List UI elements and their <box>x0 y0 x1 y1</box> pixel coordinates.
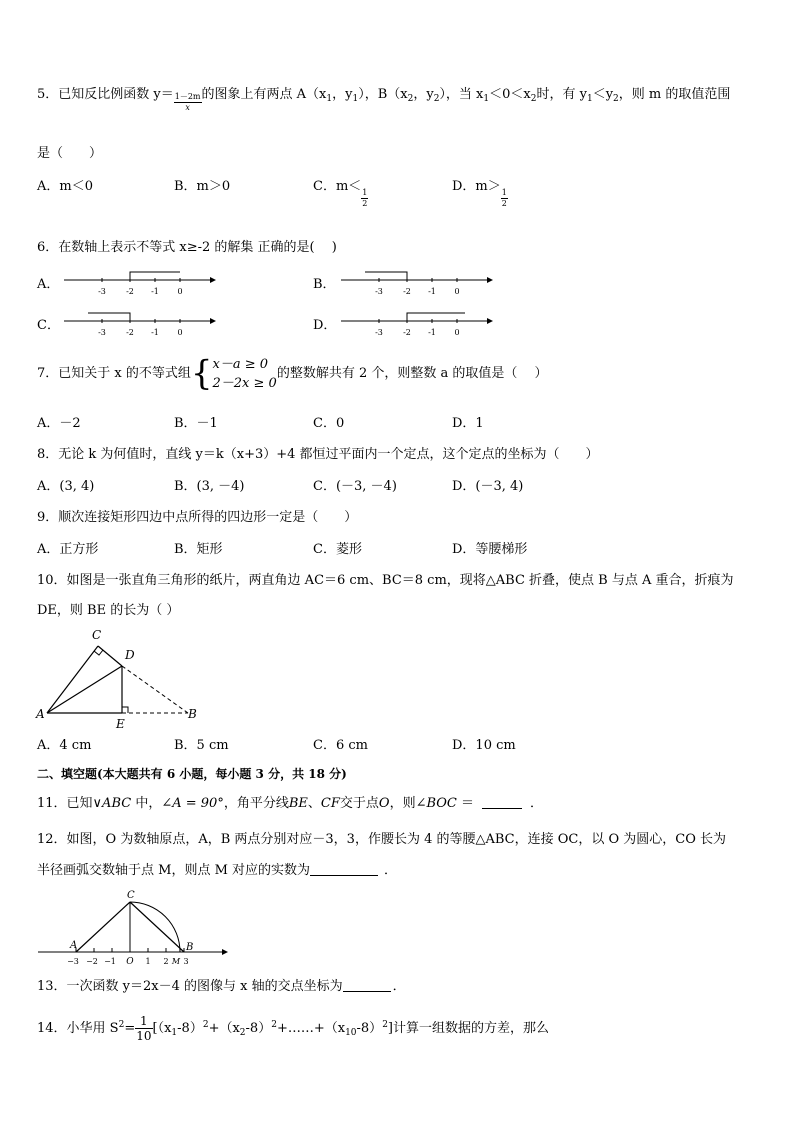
q12-answer-blank[interactable] <box>310 875 378 876</box>
q13-answer-blank[interactable] <box>343 991 391 992</box>
q6-d-tick-label: -2 <box>403 328 411 337</box>
q12-tick-label: −1 <box>104 957 116 966</box>
q6-option-b-label: B． <box>313 277 336 292</box>
q5-option-c-fraction: $\frac{1}{2}$ <box>362 188 368 208</box>
q11-answer-blank[interactable] <box>482 808 522 809</box>
q7-option-a: A．－2 <box>37 416 81 431</box>
q10-label-e: E <box>116 717 125 731</box>
q10-triangle-figure <box>30 622 210 734</box>
q7-option-b: B．－1 <box>174 416 218 431</box>
q5-option-b: B．m＞0 <box>174 179 231 194</box>
q6-a-tick-label: -2 <box>126 287 134 296</box>
q6-a-tick-label: -1 <box>151 287 159 296</box>
q12-stem: 12．如图，O 为数轴原点，A，B 两点分别对应－3，3，作腰长为 4 的等腰△ABC，连接 OC，以 O 为圆心，CO 长为 <box>37 832 727 847</box>
q6-b-tick-label: -2 <box>403 287 411 296</box>
q12-tick-label: 2 <box>163 957 169 966</box>
q6-number-line-b <box>337 268 497 298</box>
q12-stem-line2: 半径画弧交数轴于点 M，则点 M 对应的实数为 ． <box>37 863 398 878</box>
q10-stem: 10．如图是一张直角三角形的纸片，两直角边 AC＝6 cm、BC＝8 cm，现将△ABC 折叠，使点 B 与点 A 重合，折痕为 <box>37 573 734 588</box>
q6-d-tick-label: 0 <box>454 328 460 337</box>
q12-label-c: C <box>127 890 135 901</box>
q5-option-d-fraction: $\frac{1}{2}$ <box>501 188 507 208</box>
q6-a-tick-label: 0 <box>177 287 183 296</box>
q6-b-tick-label: 0 <box>454 287 460 296</box>
q12-number-line-figure <box>30 886 235 970</box>
q8-stem: 8．无论 k 为何值时，直线 y＝k（x+3）+4 都恒过平面内一个定点，这个定点的坐标为（ ） <box>37 447 599 462</box>
q6-c-tick-label: 0 <box>177 328 183 337</box>
q7-brace: { <box>190 353 213 394</box>
q8-option-d: D．(－3, 4) <box>452 479 524 494</box>
q9-option-a: A．正方形 <box>37 542 99 557</box>
q12-tick-label: 1 <box>145 957 151 966</box>
q8-option-a: A．(3, 4) <box>37 479 95 494</box>
q10-label-b: B <box>188 707 197 721</box>
q5-option-a: A．m＜0 <box>37 179 93 194</box>
q6-b-tick-label: -3 <box>375 287 383 296</box>
q13-stem: 13．一次函数 y＝2x－4 的图像与 x 轴的交点坐标为 ． <box>37 979 406 994</box>
q6-number-line-d <box>337 309 497 339</box>
q10-option-b: B．5 cm <box>174 738 229 753</box>
q6-c-tick-label: -2 <box>126 328 134 337</box>
q9-option-b: B．矩形 <box>174 542 223 557</box>
q6-option-a-label: A． <box>37 277 60 292</box>
q6-b-tick-label: -1 <box>428 287 436 296</box>
q8-option-b: B．(3, －4) <box>174 479 245 494</box>
q12-tick-label: −3 <box>67 957 79 966</box>
q5-option-d: D．m＞ $\frac{1}{2}$ <box>452 179 507 208</box>
q10-option-a: A．4 cm <box>37 738 92 753</box>
section-heading: 二、填空题(本大题共有 6 小题，每小题 3 分，共 18 分) <box>37 767 347 781</box>
q12-tick-label: O <box>126 957 134 967</box>
q7-option-d: D．1 <box>452 416 484 431</box>
q6-d-tick-label: -3 <box>375 328 383 337</box>
q6-a-tick-label: -3 <box>98 287 106 296</box>
q7-stem: 7．已知关于 x 的不等式组{ x－a ≥ 0 2－2x ≥ 0 的整数解共有 2 个，则整数 a 的取值是（ ） <box>37 353 548 394</box>
q5-option-c: C．m＜ $\frac{1}{2}$ <box>313 179 368 208</box>
q12-tick-label: 3 <box>183 957 189 966</box>
q8-option-c: C．(－3, －4) <box>313 479 397 494</box>
q7-option-c: C．0 <box>313 416 345 431</box>
q6-c-tick-label: -3 <box>98 328 106 337</box>
q11-stem: 11．已知∨ABC 中，∠A = 90°，角平分线BE、CF交于点O，则∠BOC ＝ ． <box>37 796 544 811</box>
q5-stem: 5．已知反比例函数 y＝ $\frac{1-2m}{x}$ 的图象上有两点 $A(x_1$，$y_1$），$B(x_2$，$y_2$），当 $x_1<0<x_2$时，有 $y_1<y_2$，则 m 的取值范围 <box>37 87 731 112</box>
q6-d-tick-label: -1 <box>428 328 436 337</box>
q12-tick-label: −2 <box>86 957 98 966</box>
q6-number-line-a <box>60 268 220 298</box>
q6-number-line-c <box>60 309 220 339</box>
q10-label-d: D <box>125 648 135 662</box>
q12-label-b: B <box>186 942 194 953</box>
q10-stem-line2: DE，则 BE 的长为（ ） <box>37 603 180 618</box>
q14-fraction: $\frac{1}{10}$ <box>136 1014 152 1043</box>
q10-option-d: D．10 cm <box>452 738 516 753</box>
q9-option-c: C．菱形 <box>313 542 362 557</box>
q10-label-c: C <box>92 628 102 642</box>
q10-option-c: C．6 cm <box>313 738 368 753</box>
q6-option-c-label: C． <box>37 318 60 333</box>
q5-fraction: $\frac{1-2m}{x}$ <box>174 92 201 112</box>
q14-stem: 14．小华用 $S^2=$ $\frac{1}{10}$ $[(x_1-8)^2+(x_2-8)^2+\dots\dots+(x_{10}-8)^2]$计算一组数据的方差，那么 <box>37 1014 549 1043</box>
q12-tick-label: M <box>171 957 181 966</box>
q6-stem: 6．在数轴上表示不等式 x≥-2 的解集 正确的是( ) <box>37 240 337 255</box>
q9-option-d: D．等腰梯形 <box>452 542 528 557</box>
q6-option-d-label: D． <box>313 318 337 333</box>
q7-inequality-system: x－a ≥ 0 2－2x ≥ 0 <box>212 356 277 391</box>
q9-stem: 9．顺次连接矩形四边中点所得的四边形一定是（ ） <box>37 510 358 525</box>
q10-label-a: A <box>36 707 45 721</box>
q5-stem-line2: 是（ ） <box>37 146 103 161</box>
q6-c-tick-label: -1 <box>151 328 159 337</box>
q12-label-a: A <box>70 940 78 951</box>
